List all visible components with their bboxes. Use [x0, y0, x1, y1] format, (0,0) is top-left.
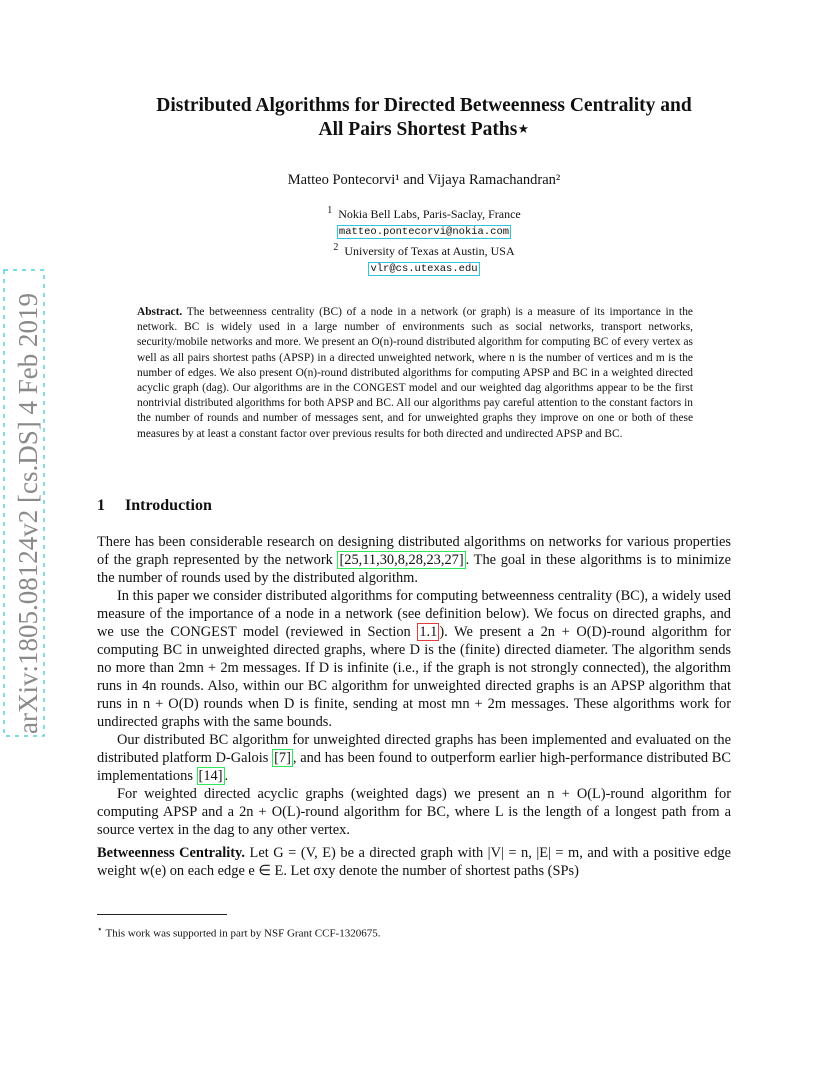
email-link-1[interactable]: matteo.pontecorvi@nokia.com: [338, 226, 510, 238]
title-line-2: All Pairs Shortest Paths⋆: [318, 119, 530, 140]
text-run: , and has been found to outperform earlier high-performance distributed BC implementations: [97, 750, 732, 784]
arxiv-watermark[interactable]: [0, 268, 58, 738]
email-link-2[interactable]: vlr@cs.utexas.edu: [370, 263, 478, 275]
paragraph-2: [97, 587, 731, 731]
citation-link[interactable]: [25,11,30,8,28,23,27]: [339, 552, 464, 568]
footnote-rule: [97, 914, 227, 915]
abstract: [137, 305, 693, 442]
section-heading: [97, 497, 212, 515]
text-run: There has been considerable research on designing distributed algorithms on networks for various properties of the graph represented by the network: [97, 534, 731, 568]
paragraph-4: For weighted directed acyclic graphs (weighted dags) we present an n + O(L)-round algorithm for computing APSP and a 2n + O(L)-round algorithm for BC, where L is the length of a longest path from a source vertex in the dag to any other vertex.: [97, 786, 731, 838]
affiliations: [70, 203, 778, 277]
affiliation-1: [70, 203, 778, 222]
citation-link[interactable]: [7]: [274, 750, 291, 766]
abstract-label: Abstract.: [137, 306, 183, 318]
affiliation-2: [70, 240, 778, 259]
authors: Matteo Pontecorvi¹ and Vijaya Ramachandran²: [287, 172, 561, 188]
paragraph-label: Betweenness Centrality.: [97, 845, 246, 861]
text-run: Our distributed BC algorithm for unweighted directed graphs has been implemented and evaluated on the distributed platform D-Galois: [97, 732, 731, 766]
section-title: Introduction: [125, 497, 212, 514]
title-line-1: Distributed Algorithms for Directed Betweenness Centrality and: [156, 95, 692, 116]
section-link[interactable]: 1.1: [419, 624, 438, 640]
footnote-mark: ⋆: [97, 924, 103, 934]
paragraph-1: [97, 533, 731, 587]
footnote: [97, 924, 380, 940]
footnote-text: This work was supported in part by NSF Grant CCF-1320675.: [105, 927, 381, 940]
paragraph-5: [97, 844, 731, 880]
section-number: 1: [97, 497, 105, 514]
affiliation-mark: 1: [327, 205, 333, 216]
abstract-text: The betweenness centrality (BC) of a node in a network (or graph) is a measure of its importance in the network. BC is widely used in a large number of environments such as social networks, transport networks, security/mobile networks and more. We present an O(n)-round distributed algorithm for computing BC of every vertex as well as all pairs shortest paths (APSP) in a directed unweighted network, where n is the number of vertices and m is the number of edges. We also present O(n)-round distributed algorithms for computing APSP and BC in a weighted directed acyclic graph (dag). Our algorithms are in the CONGEST model and our weighted dag algorithms appear to be the first nontrivial distributed algorithms for both APSP and BC. All our algorithms pay careful attention to the constant factors in the number of rounds and number of messages sent, and for unweighted graphs they improve on one or both of these measures by at least a constant factor over previous results for both directed and undirected APSP and BC.: [137, 306, 693, 440]
text-run: In this paper we consider distributed algorithms for computing betweenness centrality (BC), a widely used measure of the importance of a node in a network (see definition below). We focus on directed graphs, and we use the CONGEST model (reviewed in Section: [97, 588, 731, 640]
paper-title: [70, 94, 778, 142]
text-run: .: [224, 768, 229, 784]
affiliation-mark: 2: [333, 242, 339, 253]
citation-link[interactable]: [14]: [198, 768, 223, 784]
paragraph-3: [97, 731, 731, 785]
affiliation-text: University of Texas at Austin, USA: [344, 244, 515, 258]
text-run: . The goal in these algorithms is to minimize the number of rounds used by the distributed algorithm.: [97, 552, 731, 586]
arxiv-id-text: arXiv:1805.08124v2 [cs.DS] 4 Feb 2019: [13, 293, 43, 734]
affiliation-text: Nokia Bell Labs, Paris-Saclay, France: [338, 207, 521, 221]
body-text: [97, 533, 731, 880]
text-run: ). We present a 2n + O(D)-round algorithm for computing BC in unweighted directed graphs, where D is the (finite) directed diameter. The algorithm sends no more than 2mn + 2m messages. If D is infinite (i.e., if the graph is not strongly connected), the algorithm runs in 4n rounds. Also, within our BC algorithm for unweighted directed graphs is an APSP algorithm that runs in n + O(D) rounds when D is finite, sending at most mn + 2m messages. These algorithms work for undirected graphs with the same bounds.: [97, 624, 731, 730]
text-run: Let G = (V, E) be a directed graph with |V| = n, |E| = m, and with a positive edge weight w(e) on each edge e ∈ E. Let σxy denote the number of shortest paths (SPs): [97, 845, 731, 879]
